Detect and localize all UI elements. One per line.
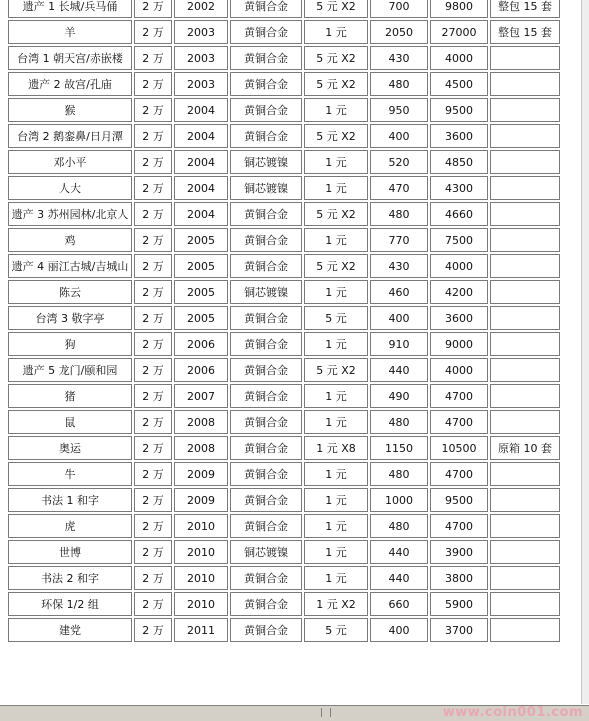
cell-note xyxy=(490,72,560,96)
cell-face-value: 1 元 xyxy=(304,228,368,252)
cell-material: 黄铜合金 xyxy=(230,72,302,96)
cell-price-pack: 4300 xyxy=(430,176,488,200)
cell-material: 铜芯镀镍 xyxy=(230,280,302,304)
cell-face-value: 5 元 xyxy=(304,306,368,330)
cell-face-value: 1 元 xyxy=(304,20,368,44)
cell-note xyxy=(490,488,560,512)
cell-year: 2011 xyxy=(174,618,228,642)
table-row xyxy=(8,202,560,226)
cell-face-value: 1 元 xyxy=(304,384,368,408)
cell-face-value: 1 元 xyxy=(304,462,368,486)
cell-price-single: 440 xyxy=(370,566,428,590)
table-row xyxy=(8,306,560,330)
cell-price-pack: 3900 xyxy=(430,540,488,564)
cell-name: 猴 xyxy=(8,98,132,122)
cell-price-single: 2050 xyxy=(370,20,428,44)
cell-year: 2008 xyxy=(174,436,228,460)
cell-price-pack: 4850 xyxy=(430,150,488,174)
cell-face-value: 1 元 xyxy=(304,332,368,356)
table-row xyxy=(8,228,560,252)
cell-note xyxy=(490,46,560,70)
cell-name: 遗产 3 苏州园林/北京人 xyxy=(8,202,132,226)
cell-name: 邓小平 xyxy=(8,150,132,174)
cell-name: 遗产 5 龙门/颐和园 xyxy=(8,358,132,382)
cell-face-value: 1 元 X8 xyxy=(304,436,368,460)
cell-year: 2007 xyxy=(174,384,228,408)
cell-note xyxy=(490,514,560,538)
table-row xyxy=(8,384,560,408)
cell-year: 2009 xyxy=(174,488,228,512)
cell-year: 2010 xyxy=(174,514,228,538)
cell-note xyxy=(490,358,560,382)
table-row xyxy=(8,436,560,460)
cell-issue-volume: 2 万 xyxy=(134,46,172,70)
cell-face-value: 1 元 xyxy=(304,566,368,590)
cell-issue-volume: 2 万 xyxy=(134,436,172,460)
cell-face-value: 5 元 X2 xyxy=(304,46,368,70)
cell-face-value: 1 元 xyxy=(304,280,368,304)
coin-price-table xyxy=(6,0,562,644)
table-row xyxy=(8,592,560,616)
cell-material: 黄铜合金 xyxy=(230,306,302,330)
table-row xyxy=(8,98,560,122)
table-row xyxy=(8,358,560,382)
cell-name: 羊 xyxy=(8,20,132,44)
cell-issue-volume: 2 万 xyxy=(134,98,172,122)
table-row xyxy=(8,410,560,434)
cell-issue-volume: 2 万 xyxy=(134,566,172,590)
cell-price-single: 1000 xyxy=(370,488,428,512)
cell-note xyxy=(490,254,560,278)
cell-price-pack: 5900 xyxy=(430,592,488,616)
cell-face-value: 1 元 xyxy=(304,98,368,122)
cell-issue-volume: 2 万 xyxy=(134,384,172,408)
cell-note: 原箱 10 套 xyxy=(490,436,560,460)
cell-name: 台湾 1 朝天宫/赤嵌楼 xyxy=(8,46,132,70)
cell-price-pack: 3800 xyxy=(430,566,488,590)
cell-price-pack: 9500 xyxy=(430,488,488,512)
cell-price-pack: 4700 xyxy=(430,462,488,486)
cell-material: 黄铜合金 xyxy=(230,618,302,642)
cell-name: 建党 xyxy=(8,618,132,642)
cell-material: 铜芯镀镍 xyxy=(230,540,302,564)
cell-price-single: 490 xyxy=(370,384,428,408)
cell-name: 遗产 2 故宫/孔庙 xyxy=(8,72,132,96)
cell-material: 黄铜合金 xyxy=(230,228,302,252)
cell-price-single: 480 xyxy=(370,514,428,538)
cell-issue-volume: 2 万 xyxy=(134,592,172,616)
cell-issue-volume: 2 万 xyxy=(134,20,172,44)
cell-price-pack: 4700 xyxy=(430,410,488,434)
cell-issue-volume: 2 万 xyxy=(134,254,172,278)
cell-note: 整包 15 套 xyxy=(490,20,560,44)
cell-issue-volume: 2 万 xyxy=(134,410,172,434)
cell-material: 黄铜合金 xyxy=(230,358,302,382)
table-row xyxy=(8,566,560,590)
cell-price-single: 480 xyxy=(370,202,428,226)
cell-name: 狗 xyxy=(8,332,132,356)
cell-face-value: 5 元 xyxy=(304,618,368,642)
cell-issue-volume: 2 万 xyxy=(134,176,172,200)
cell-name: 遗产 1 长城/兵马俑 xyxy=(8,0,132,18)
cell-material: 黄铜合金 xyxy=(230,20,302,44)
cell-price-single: 400 xyxy=(370,124,428,148)
cell-material: 黄铜合金 xyxy=(230,254,302,278)
cell-year: 2004 xyxy=(174,98,228,122)
cell-name: 书法 1 和字 xyxy=(8,488,132,512)
cell-price-single: 910 xyxy=(370,332,428,356)
cell-note xyxy=(490,202,560,226)
cell-issue-volume: 2 万 xyxy=(134,202,172,226)
cell-name: 人大 xyxy=(8,176,132,200)
cell-issue-volume: 2 万 xyxy=(134,488,172,512)
table-row xyxy=(8,332,560,356)
cell-material: 黄铜合金 xyxy=(230,566,302,590)
cell-year: 2003 xyxy=(174,72,228,96)
cell-price-single: 950 xyxy=(370,98,428,122)
cell-price-single: 770 xyxy=(370,228,428,252)
cell-year: 2010 xyxy=(174,592,228,616)
cell-issue-volume: 2 万 xyxy=(134,618,172,642)
cell-issue-volume: 2 万 xyxy=(134,228,172,252)
cell-price-single: 400 xyxy=(370,618,428,642)
status-bar xyxy=(0,704,589,721)
cell-face-value: 5 元 X2 xyxy=(304,202,368,226)
cell-note xyxy=(490,176,560,200)
cell-price-single: 400 xyxy=(370,306,428,330)
table-row xyxy=(8,488,560,512)
cell-face-value: 5 元 X2 xyxy=(304,254,368,278)
cell-price-single: 700 xyxy=(370,0,428,18)
cell-face-value: 1 元 X2 xyxy=(304,592,368,616)
cell-year: 2010 xyxy=(174,566,228,590)
window-edge xyxy=(581,0,589,704)
cell-note xyxy=(490,462,560,486)
cell-price-pack: 3600 xyxy=(430,124,488,148)
table-row xyxy=(8,280,560,304)
cell-note xyxy=(490,566,560,590)
cell-material: 黄铜合金 xyxy=(230,514,302,538)
cell-note xyxy=(490,384,560,408)
cell-price-pack: 4660 xyxy=(430,202,488,226)
cell-price-pack: 27000 xyxy=(430,20,488,44)
cell-price-single: 470 xyxy=(370,176,428,200)
cell-material: 铜芯镀镍 xyxy=(230,176,302,200)
cell-issue-volume: 2 万 xyxy=(134,462,172,486)
cell-price-single: 430 xyxy=(370,46,428,70)
cell-name: 奥运 xyxy=(8,436,132,460)
cell-year: 2005 xyxy=(174,254,228,278)
cell-material: 黄铜合金 xyxy=(230,410,302,434)
cell-price-pack: 9500 xyxy=(430,98,488,122)
cell-price-pack: 9800 xyxy=(430,0,488,18)
cell-face-value: 1 元 xyxy=(304,488,368,512)
cell-issue-volume: 2 万 xyxy=(134,358,172,382)
cell-material: 黄铜合金 xyxy=(230,462,302,486)
cell-face-value: 1 元 xyxy=(304,410,368,434)
cell-note xyxy=(490,332,560,356)
cell-name: 牛 xyxy=(8,462,132,486)
cell-price-pack: 4700 xyxy=(430,384,488,408)
cell-price-pack: 3700 xyxy=(430,618,488,642)
cell-material: 黄铜合金 xyxy=(230,202,302,226)
cell-name: 陈云 xyxy=(8,280,132,304)
cell-note xyxy=(490,280,560,304)
cell-year: 2004 xyxy=(174,150,228,174)
table-row xyxy=(8,540,560,564)
cell-year: 2005 xyxy=(174,306,228,330)
cell-issue-volume: 2 万 xyxy=(134,150,172,174)
cell-note xyxy=(490,618,560,642)
table-row xyxy=(8,176,560,200)
cell-material: 黄铜合金 xyxy=(230,592,302,616)
cell-price-pack: 4000 xyxy=(430,254,488,278)
cell-year: 2004 xyxy=(174,176,228,200)
cell-name: 猪 xyxy=(8,384,132,408)
cell-face-value: 5 元 X2 xyxy=(304,72,368,96)
cell-price-pack: 4500 xyxy=(430,72,488,96)
watermark-text: www.coin001.com xyxy=(442,705,583,720)
table-row xyxy=(8,20,560,44)
table-body xyxy=(8,0,560,642)
cell-price-pack: 4000 xyxy=(430,358,488,382)
cell-issue-volume: 2 万 xyxy=(134,280,172,304)
cell-material: 黄铜合金 xyxy=(230,488,302,512)
cell-price-pack: 10500 xyxy=(430,436,488,460)
cell-material: 黄铜合金 xyxy=(230,98,302,122)
cell-note xyxy=(490,540,560,564)
cell-year: 2009 xyxy=(174,462,228,486)
cell-face-value: 1 元 xyxy=(304,514,368,538)
table-row xyxy=(8,72,560,96)
cell-year: 2003 xyxy=(174,46,228,70)
table-row xyxy=(8,0,560,18)
cell-note xyxy=(490,124,560,148)
cell-price-single: 440 xyxy=(370,358,428,382)
cell-price-single: 520 xyxy=(370,150,428,174)
cell-face-value: 5 元 X2 xyxy=(304,124,368,148)
status-divider xyxy=(321,708,331,717)
cell-name: 虎 xyxy=(8,514,132,538)
cell-issue-volume: 2 万 xyxy=(134,0,172,18)
cell-material: 黄铜合金 xyxy=(230,0,302,18)
cell-price-pack: 4200 xyxy=(430,280,488,304)
table-row xyxy=(8,124,560,148)
cell-face-value: 1 元 xyxy=(304,176,368,200)
cell-face-value: 5 元 X2 xyxy=(304,0,368,18)
cell-price-single: 480 xyxy=(370,410,428,434)
cell-price-pack: 4000 xyxy=(430,46,488,70)
cell-price-single: 480 xyxy=(370,462,428,486)
table-row xyxy=(8,462,560,486)
cell-face-value: 1 元 xyxy=(304,150,368,174)
cell-issue-volume: 2 万 xyxy=(134,540,172,564)
cell-price-single: 460 xyxy=(370,280,428,304)
cell-year: 2008 xyxy=(174,410,228,434)
cell-issue-volume: 2 万 xyxy=(134,332,172,356)
table-row xyxy=(8,46,560,70)
table-row xyxy=(8,254,560,278)
cell-material: 黄铜合金 xyxy=(230,332,302,356)
cell-price-pack: 9000 xyxy=(430,332,488,356)
cell-price-single: 440 xyxy=(370,540,428,564)
cell-note: 整包 15 套 xyxy=(490,0,560,18)
cell-note xyxy=(490,98,560,122)
cell-issue-volume: 2 万 xyxy=(134,514,172,538)
cell-price-pack: 3600 xyxy=(430,306,488,330)
cell-note xyxy=(490,228,560,252)
cell-year: 2003 xyxy=(174,20,228,44)
cell-price-pack: 7500 xyxy=(430,228,488,252)
cell-year: 2010 xyxy=(174,540,228,564)
cell-note xyxy=(490,410,560,434)
cell-year: 2005 xyxy=(174,228,228,252)
cell-name: 鼠 xyxy=(8,410,132,434)
cell-material: 黄铜合金 xyxy=(230,46,302,70)
cell-issue-volume: 2 万 xyxy=(134,306,172,330)
cell-year: 2004 xyxy=(174,202,228,226)
cell-issue-volume: 2 万 xyxy=(134,72,172,96)
cell-price-single: 660 xyxy=(370,592,428,616)
table-row xyxy=(8,514,560,538)
cell-material: 铜芯镀镍 xyxy=(230,150,302,174)
cell-year: 2004 xyxy=(174,124,228,148)
cell-price-pack: 4700 xyxy=(430,514,488,538)
cell-price-single: 430 xyxy=(370,254,428,278)
cell-note xyxy=(490,592,560,616)
cell-year: 2006 xyxy=(174,358,228,382)
cell-price-single: 480 xyxy=(370,72,428,96)
cell-face-value: 1 元 xyxy=(304,540,368,564)
cell-year: 2006 xyxy=(174,332,228,356)
cell-name: 环保 1/2 组 xyxy=(8,592,132,616)
cell-material: 黄铜合金 xyxy=(230,384,302,408)
cell-year: 2002 xyxy=(174,0,228,18)
table-row xyxy=(8,150,560,174)
cell-name: 台湾 3 敬字亭 xyxy=(8,306,132,330)
cell-name: 世博 xyxy=(8,540,132,564)
table-row xyxy=(8,618,560,642)
cell-face-value: 5 元 X2 xyxy=(304,358,368,382)
cell-name: 台湾 2 鹅銮鼻/日月潭 xyxy=(8,124,132,148)
cell-issue-volume: 2 万 xyxy=(134,124,172,148)
cell-year: 2005 xyxy=(174,280,228,304)
cell-name: 鸡 xyxy=(8,228,132,252)
cell-material: 黄铜合金 xyxy=(230,436,302,460)
cell-note xyxy=(490,306,560,330)
cell-note xyxy=(490,150,560,174)
cell-price-single: 1150 xyxy=(370,436,428,460)
cell-material: 黄铜合金 xyxy=(230,124,302,148)
cell-name: 书法 2 和字 xyxy=(8,566,132,590)
cell-name: 遗产 4 丽江古城/吉城山 xyxy=(8,254,132,278)
